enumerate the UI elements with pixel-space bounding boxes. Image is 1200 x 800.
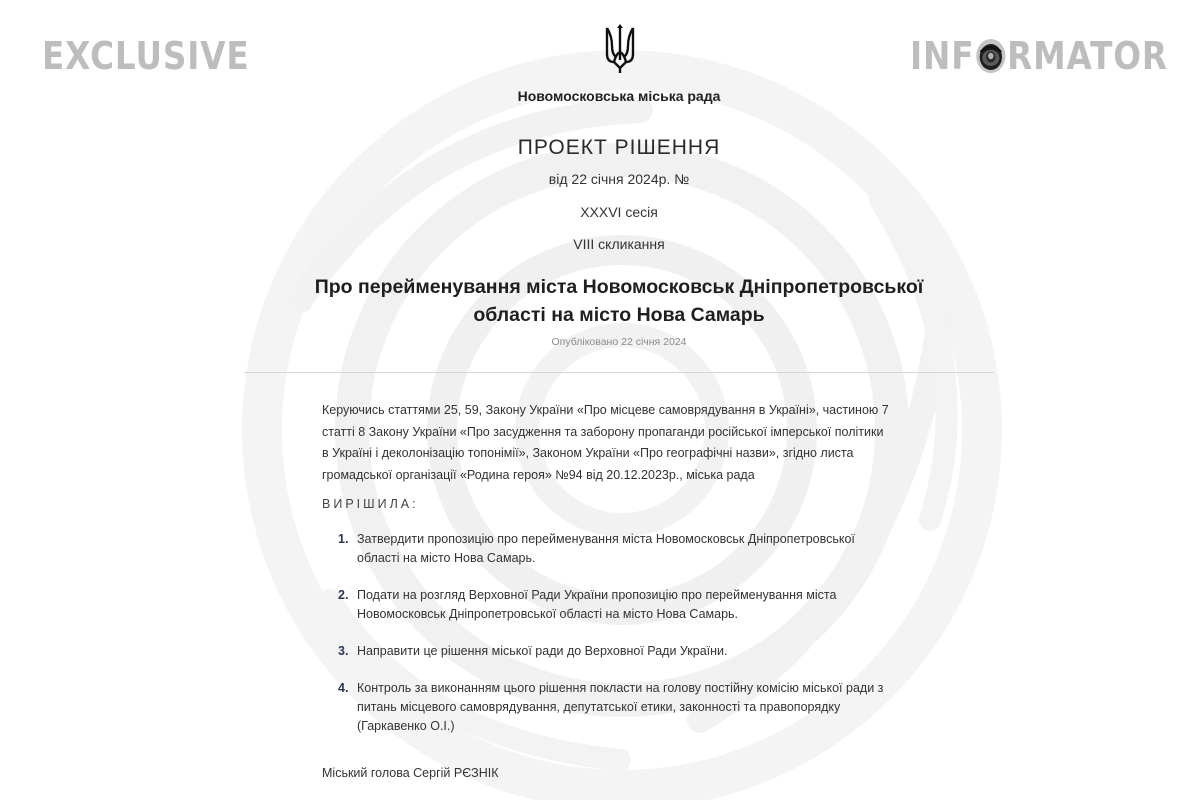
decision-item (338, 586, 928, 624)
preamble-line: громадської організації «Родина героя» №94 від 20.12.2023р., міська рада (322, 467, 755, 482)
title-line-2: області на місто Нова Самарь (473, 304, 765, 326)
decisions-list (338, 530, 928, 754)
decision-number: 3. (338, 644, 349, 658)
preamble-line: в Україні і деколонізацію топонімії», Законом України «Про географічні назви», згідно листа (322, 446, 854, 460)
logo-text-start: INF (910, 34, 975, 78)
eye-icon (975, 38, 1006, 74)
decision-line: Направити це рішення міської ради до Верховної Ради України. (357, 644, 728, 658)
decision-line: Затвердити пропозицію про перейменування міста Новомосковськ Дніпропетровської (357, 532, 855, 546)
decision-line: області на місто Нова Самарь. (357, 551, 536, 565)
decision-number: 4. (338, 681, 349, 695)
session-number: XXXVI сесія (580, 204, 658, 220)
decision-line: питань місцевого самоврядування, депутатської етики, законності та правопорядку (357, 700, 841, 714)
preamble (322, 400, 932, 486)
decision-number: 2. (338, 588, 349, 602)
decision-line: Контроль за виконанням цього рішення покласти на голову постійну комісію міської ради з (357, 681, 884, 695)
informator-logo (910, 34, 1168, 78)
logo-text-end: RMATOR (1007, 34, 1168, 78)
decision-line: Новомосковськ Дніпропетровської області на місто Нова Самарь. (357, 607, 738, 621)
council-name: Новомосковська міська рада (517, 88, 721, 104)
title-line-1: Про перейменування міста Новомосковськ Дніпропетровської (314, 276, 924, 298)
document-date: від 22 січня 2024р. № (548, 171, 690, 187)
exclusive-watermark: EXCLUSIVE (42, 34, 250, 78)
decision-number: 1. (338, 532, 349, 546)
published-date: Опубліковано 22 січня 2024 (551, 336, 687, 348)
page-title (0, 273, 1200, 329)
decision-item (338, 530, 928, 568)
signature: Міський голова Сергій РЄЗНІК (322, 766, 499, 780)
divider (244, 372, 994, 373)
decision-line: (Гаркавенко О.І.) (357, 719, 455, 733)
resolved-label: ВИРІШИЛА: (322, 497, 419, 511)
trident-icon (603, 24, 637, 74)
decision-item (338, 679, 928, 736)
convocation: VIII скликання (573, 236, 665, 252)
decision-item (338, 642, 928, 661)
preamble-line: Керуючись статтями 25, 59, Закону України «Про місцеве самоврядування в Україні», частиною 7 (322, 403, 889, 417)
decision-line: Подати на розгляд Верховної Ради України пропозицію про перейменування міста (357, 588, 837, 602)
preamble-line: статті 8 Закону України «Про засудження та заборону пропаганди російської імперської політики (322, 424, 884, 439)
document-type: ПРОЕКТ РІШЕННЯ (517, 136, 721, 159)
